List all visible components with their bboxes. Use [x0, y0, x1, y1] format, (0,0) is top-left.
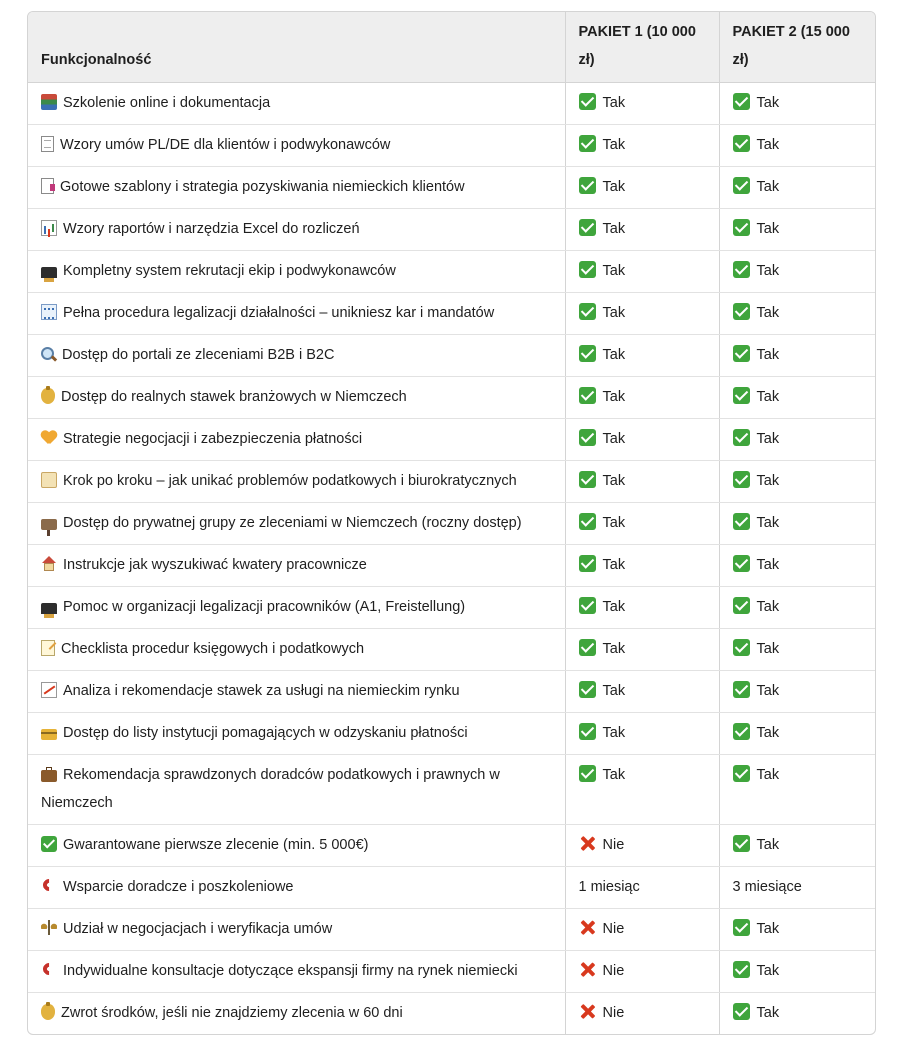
- package-value: Tak: [602, 431, 626, 447]
- table-row: [28, 993, 875, 1035]
- package-value: Nie: [602, 1005, 625, 1021]
- graduation-cap-icon: [41, 267, 57, 278]
- package-value: Tak: [602, 221, 626, 237]
- graduation-cap-icon: [41, 603, 57, 614]
- check-mark-icon: [579, 429, 596, 446]
- feature-cell: [28, 909, 565, 951]
- check-mark-icon: [733, 919, 750, 936]
- table-row: [28, 167, 875, 209]
- feature-label: Dostęp do prywatnej grupy ze zleceniami w Niemczech (roczny dostęp): [63, 515, 522, 531]
- feature-cell: [28, 251, 565, 293]
- package-2-cell: [719, 825, 875, 867]
- package-2-cell: [719, 867, 875, 909]
- table-row: [28, 671, 875, 713]
- package-value: Tak: [756, 179, 780, 195]
- bookmark-page-icon: [41, 178, 54, 194]
- feature-label: Zwrot środków, jeśli nie znajdziemy zlecenia w 60 dni: [61, 1005, 403, 1021]
- package-value: Tak: [756, 921, 780, 937]
- package-value: Tak: [602, 641, 626, 657]
- scales-icon: [41, 920, 57, 936]
- package-value: Nie: [602, 963, 625, 979]
- table-row: [28, 867, 875, 909]
- check-mark-icon: [41, 836, 57, 852]
- feature-label: Analiza i rekomendacje stawek za usługi na niemieckim rynku: [63, 683, 460, 699]
- package-value: Tak: [756, 95, 780, 111]
- package-2-cell: [719, 951, 875, 993]
- feature-label: Szkolenie online i dokumentacja: [63, 95, 271, 111]
- package-value: Nie: [602, 837, 625, 853]
- package-value: Tak: [756, 963, 780, 979]
- package-1-cell: [565, 825, 719, 867]
- package-value: Tak: [602, 263, 626, 279]
- check-mark-icon: [579, 387, 596, 404]
- package-value: Tak: [756, 1005, 780, 1021]
- package-value: Tak: [756, 263, 780, 279]
- package-2-cell: [719, 461, 875, 503]
- check-mark-icon: [579, 723, 596, 740]
- feature-cell: [28, 629, 565, 671]
- package-2-cell: [719, 125, 875, 167]
- package-2-cell: [719, 993, 875, 1035]
- check-mark-icon: [579, 303, 596, 320]
- package-2-cell: [719, 671, 875, 713]
- package-value: Tak: [756, 767, 780, 783]
- package-value: Tak: [756, 305, 780, 321]
- check-mark-icon: [733, 135, 750, 152]
- feature-cell: [28, 951, 565, 993]
- signpost-icon: [41, 519, 57, 530]
- package-2-cell: [719, 503, 875, 545]
- check-mark-icon: [733, 471, 750, 488]
- feature-cell: [28, 167, 565, 209]
- check-mark-icon: [579, 345, 596, 362]
- package-1-cell: [565, 755, 719, 825]
- table-row: [28, 83, 875, 125]
- trend-chart-icon: [41, 682, 57, 698]
- feature-label: Gotowe szablony i strategia pozyskiwania niemieckich klientów: [60, 179, 465, 195]
- package-value: Tak: [756, 473, 780, 489]
- table-row: [28, 825, 875, 867]
- package-value: Tak: [602, 137, 626, 153]
- header-feature: Funkcjonalność: [28, 12, 565, 83]
- check-mark-icon: [733, 961, 750, 978]
- package-1-cell: [565, 503, 719, 545]
- scroll-icon: [41, 472, 57, 488]
- package-2-cell: [719, 419, 875, 461]
- feature-label: Udział w negocjacjach i weryfikacja umów: [63, 921, 333, 937]
- feature-cell: [28, 545, 565, 587]
- package-2-cell: [719, 335, 875, 377]
- table-row: [28, 125, 875, 167]
- cross-mark-icon: [579, 961, 596, 978]
- package-value: Tak: [756, 431, 780, 447]
- check-mark-icon: [733, 597, 750, 614]
- feature-cell: [28, 293, 565, 335]
- package-1-cell: [565, 83, 719, 125]
- check-mark-icon: [733, 723, 750, 740]
- table-row: [28, 587, 875, 629]
- feature-cell: [28, 755, 565, 825]
- package-1-cell: [565, 629, 719, 671]
- check-mark-icon: [579, 93, 596, 110]
- check-mark-icon: [733, 1003, 750, 1020]
- package-2-cell: [719, 909, 875, 951]
- package-2-cell: [719, 755, 875, 825]
- feature-label: Pomoc w organizacji legalizacji pracowników (A1, Freistellung): [63, 599, 466, 615]
- check-mark-icon: [733, 639, 750, 656]
- package-1-cell: [565, 377, 719, 419]
- feature-label: Gwarantowane pierwsze zlecenie (min. 5 000€): [63, 837, 369, 853]
- table-row: [28, 419, 875, 461]
- package-value: Tak: [602, 179, 626, 195]
- feature-label: Rekomendacja sprawdzonych doradców podatkowych i prawnych w Niemczech: [41, 767, 500, 811]
- package-value: Tak: [602, 305, 626, 321]
- package-1-cell: [565, 951, 719, 993]
- package-1-cell: [565, 335, 719, 377]
- package-2-cell: [719, 251, 875, 293]
- feature-cell: [28, 83, 565, 125]
- feature-label: Dostęp do listy instytucji pomagających w odzyskaniu płatności: [63, 725, 468, 741]
- table-row: [28, 209, 875, 251]
- table-row: [28, 335, 875, 377]
- package-1-cell: [565, 125, 719, 167]
- house-icon: [41, 556, 57, 572]
- package-value: Tak: [756, 683, 780, 699]
- comparison-table-container: [27, 11, 876, 1035]
- telephone-icon: [41, 878, 57, 894]
- package-1-cell: [565, 867, 719, 909]
- package-2-cell: [719, 83, 875, 125]
- package-value: Tak: [756, 641, 780, 657]
- feature-cell: [28, 825, 565, 867]
- check-mark-icon: [733, 345, 750, 362]
- check-mark-icon: [733, 555, 750, 572]
- table-row: [28, 503, 875, 545]
- check-mark-icon: [733, 681, 750, 698]
- feature-cell: [28, 335, 565, 377]
- cross-mark-icon: [579, 1003, 596, 1020]
- package-value: 3 miesiące: [732, 879, 802, 895]
- package-value: Tak: [756, 599, 780, 615]
- feature-label: Strategie negocjacji i zabezpieczenia płatności: [63, 431, 363, 447]
- feature-cell: [28, 461, 565, 503]
- magnifier-icon: [41, 347, 56, 362]
- feature-cell: [28, 671, 565, 713]
- check-mark-icon: [579, 639, 596, 656]
- package-1-cell: [565, 419, 719, 461]
- package-2-cell: [719, 377, 875, 419]
- feature-cell: [28, 377, 565, 419]
- feature-cell: [28, 419, 565, 461]
- package-value: Tak: [756, 515, 780, 531]
- check-mark-icon: [579, 471, 596, 488]
- page-icon: [41, 136, 54, 152]
- table-row: [28, 909, 875, 951]
- heart-icon: [41, 430, 57, 446]
- bar-chart-icon: [41, 220, 57, 236]
- package-value: Nie: [602, 921, 625, 937]
- feature-cell: [28, 993, 565, 1035]
- table-row: [28, 629, 875, 671]
- package-1-cell: [565, 167, 719, 209]
- feature-label: Instrukcje jak wyszukiwać kwatery pracownicze: [63, 557, 367, 573]
- package-1-cell: [565, 251, 719, 293]
- package-value: Tak: [756, 347, 780, 363]
- package-value: Tak: [602, 515, 626, 531]
- feature-cell: [28, 867, 565, 909]
- package-value: Tak: [756, 837, 780, 853]
- check-mark-icon: [733, 765, 750, 782]
- package-1-cell: [565, 909, 719, 951]
- feature-label: Checklista procedur księgowych i podatkowych: [61, 641, 365, 657]
- table-row: [28, 755, 875, 825]
- check-mark-icon: [733, 93, 750, 110]
- package-1-cell: [565, 713, 719, 755]
- header-row: [28, 12, 875, 83]
- header-package-2: PAKIET 2 (15 000 zł): [719, 12, 875, 83]
- comparison-table: [28, 12, 875, 1034]
- check-mark-icon: [579, 681, 596, 698]
- table-row: [28, 293, 875, 335]
- money-bag-icon: [41, 388, 55, 404]
- abacus-icon: [41, 304, 57, 320]
- table-row: [28, 251, 875, 293]
- package-value: Tak: [602, 473, 626, 489]
- feature-label: Dostęp do realnych stawek branżowych w Niemczech: [61, 389, 407, 405]
- money-bag-icon: [41, 1004, 55, 1020]
- feature-label: Wzory raportów i narzędzia Excel do rozliczeń: [63, 221, 360, 237]
- package-2-cell: [719, 293, 875, 335]
- check-mark-icon: [733, 303, 750, 320]
- check-mark-icon: [733, 387, 750, 404]
- check-mark-icon: [579, 513, 596, 530]
- check-mark-icon: [733, 513, 750, 530]
- check-mark-icon: [579, 597, 596, 614]
- check-mark-icon: [579, 177, 596, 194]
- package-1-cell: [565, 293, 719, 335]
- package-2-cell: [719, 587, 875, 629]
- books-icon: [41, 94, 57, 110]
- briefcase-icon: [41, 770, 57, 782]
- package-value: Tak: [756, 389, 780, 405]
- feature-label: Kompletny system rekrutacji ekip i podwykonawców: [63, 263, 396, 279]
- package-2-cell: [719, 209, 875, 251]
- package-2-cell: [719, 713, 875, 755]
- telephone-icon: [41, 962, 57, 978]
- package-value: Tak: [602, 557, 626, 573]
- check-mark-icon: [579, 555, 596, 572]
- package-2-cell: [719, 545, 875, 587]
- check-mark-icon: [733, 219, 750, 236]
- table-row: [28, 377, 875, 419]
- check-mark-icon: [579, 261, 596, 278]
- feature-cell: [28, 209, 565, 251]
- cross-mark-icon: [579, 835, 596, 852]
- package-1-cell: [565, 545, 719, 587]
- check-mark-icon: [579, 219, 596, 236]
- package-value: Tak: [602, 767, 626, 783]
- package-1-cell: [565, 671, 719, 713]
- package-value: Tak: [602, 683, 626, 699]
- package-value: Tak: [756, 221, 780, 237]
- feature-cell: [28, 713, 565, 755]
- package-value: Tak: [602, 599, 626, 615]
- check-mark-icon: [579, 135, 596, 152]
- table-row: [28, 713, 875, 755]
- feature-label: Krok po kroku – jak unikać problemów podatkowych i biurokratycznych: [63, 473, 517, 489]
- package-2-cell: [719, 629, 875, 671]
- table-row: [28, 461, 875, 503]
- package-1-cell: [565, 461, 719, 503]
- package-1-cell: [565, 993, 719, 1035]
- header-package-1: PAKIET 1 (10 000 zł): [565, 12, 719, 83]
- table-row: [28, 951, 875, 993]
- feature-label: Pełna procedura legalizacji działalności – unikniesz kar i mandatów: [63, 305, 495, 321]
- package-value: Tak: [602, 389, 626, 405]
- check-mark-icon: [733, 177, 750, 194]
- feature-label: Dostęp do portali ze zleceniami B2B i B2C: [62, 347, 335, 363]
- package-value: Tak: [602, 347, 626, 363]
- check-mark-icon: [733, 261, 750, 278]
- package-1-cell: [565, 209, 719, 251]
- package-value: Tak: [602, 725, 626, 741]
- package-value: Tak: [756, 137, 780, 153]
- check-mark-icon: [733, 429, 750, 446]
- table-row: [28, 545, 875, 587]
- package-1-cell: [565, 587, 719, 629]
- cross-mark-icon: [579, 919, 596, 936]
- feature-cell: [28, 587, 565, 629]
- package-value: Tak: [602, 95, 626, 111]
- feature-cell: [28, 125, 565, 167]
- feature-label: Wzory umów PL/DE dla klientów i podwykonawców: [60, 137, 391, 153]
- credit-card-icon: [41, 729, 57, 740]
- check-mark-icon: [733, 835, 750, 852]
- feature-cell: [28, 503, 565, 545]
- package-value: Tak: [756, 725, 780, 741]
- memo-icon: [41, 640, 55, 656]
- feature-label: Indywidualne konsultacje dotyczące ekspansji firmy na rynek niemiecki: [63, 963, 518, 979]
- package-2-cell: [719, 167, 875, 209]
- package-value: Tak: [756, 557, 780, 573]
- check-mark-icon: [579, 765, 596, 782]
- feature-label: Wsparcie doradcze i poszkoleniowe: [63, 879, 294, 895]
- package-value: 1 miesiąc: [578, 879, 640, 895]
